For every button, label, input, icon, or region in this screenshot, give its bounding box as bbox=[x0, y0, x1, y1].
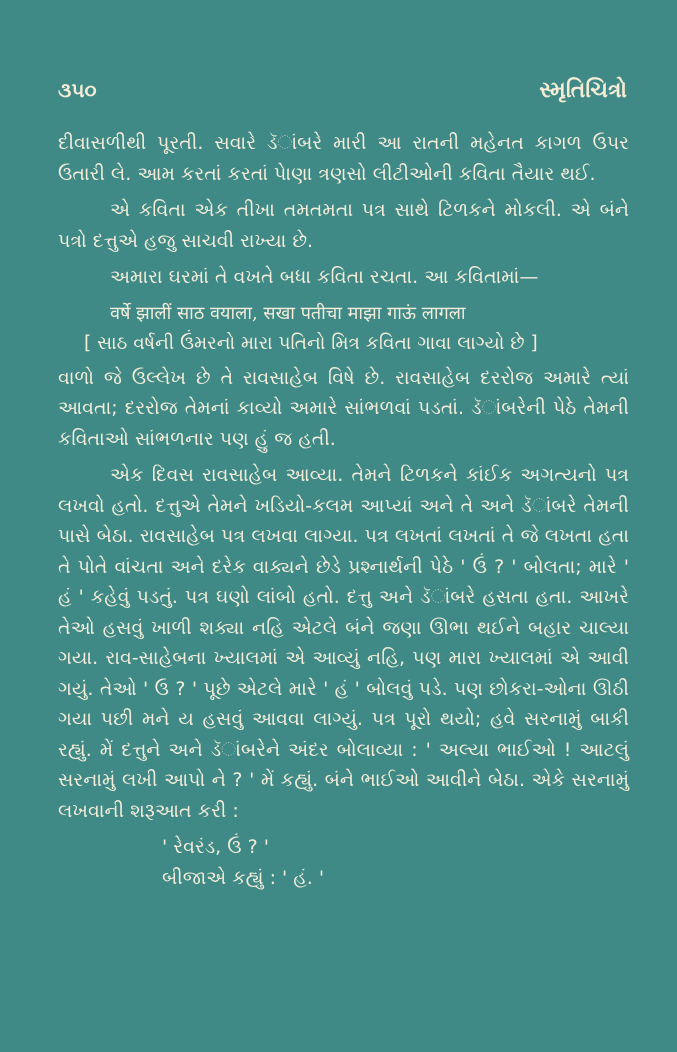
paragraph-letter-story: એક દિવસ રાવસાહેબ આવ્યા. તેમને ટિળકને કાંઈક અગત્યનો પત્ર લખવો હતો. દત્તુએ તેમને ખડિયો-કલમ આપ્યાં અને તે અને ડૅાંબરે તેમની પાસે બેઠા. રાવસાહેબ પત્ર લખવા લાગ્યા. પત્ર લખતાં લખતાં તે જે લખતા હતા તે પોતે વાંચતા અને દરેક વાક્યને છેડે પ્રશ્નાર્થની પેઠે ' ઉં ? ' બોલતા; મારે ' હં ' કહેવું પડતું. પત્ર ઘણો લાંબો હતો. દત્તુ અને ડૅાંબરે હસતા હતા. આખરે તેઓ હસવું ખાળી શક્યા નહિ એટલે બંને જણા ઊભા થઈને બહાર ચાલ્યા ગયા. રાવ-સાહેબના ખ્યાલમાં એ આવ્યું નહિ, પણ મારા ખ્યાલમાં એ આવી ગયું. તેઓ ' ઉ ? ' પૂછે એટલે મારે ' હં ' બોલવું પડે. પણ છોકરા-ઓના ઊઠી ગયા પછી મને ય હસવું આવવા લાગ્યું. પત્ર પૂરો થયો; હવે સરનામું બાકી રહ્યું. મેં દત્તુને અને ડૅાંબરેને અંદર બોલાવ્યા : ' અલ્યા ભાઈઓ ! આટલું સરનામું લખી આપો ને ? ' મેં કહ્યું. બંને ભાઈઓ આવીને બેઠા. એકે સરનામું લખવાની શરૂઆત કરી : bbox=[58, 464, 629, 822]
verse-translation: [ સાઠ વર્ષની ઉંમરનો મારા પતિનો મિત્ર કવિતા ગાવા લાગ્યો છે ] bbox=[84, 332, 538, 354]
page-header bbox=[58, 78, 627, 112]
dialogue-line-reply: બીજાએ કહ્યું : ' હં. ' bbox=[162, 866, 325, 889]
paragraph-continuation: દીવાસળીથી પૂરતી. સવારે ડૅાંબરે મારી આ રાતની મહેનત કાગળ ઉપર ઉતારી લે. આમ કરતાં કરતાં પાેણા ત્રણસો લીટીઓની કવિતા તૈયાર થઈ. bbox=[58, 132, 629, 185]
paragraph-poem-sent: એ કવિતા એક તીખા તમતમતા પત્ર સાથે ટિળકને મોકલી. એ બંને પત્રો દત્તુએ હજુ સાચવી રાખ્યા છે. bbox=[58, 199, 629, 252]
paragraph-household-poetry: અમારા ઘરમાં તે વખતે બધા કવિતા રચતા. આ કવિતામાં— bbox=[110, 266, 539, 288]
running-title: સ્મૃતિચિત્રો bbox=[539, 78, 627, 103]
dialogue-line-reverend: ' રેવરંડ, ઉં ? ' bbox=[162, 836, 270, 858]
page-number: ૩૫૦ bbox=[58, 78, 97, 102]
body-text bbox=[58, 128, 629, 893]
marathi-verse-line: वर्षे झालीं साठ वयाला, सखा पतीचा माझा गाऊं लागला bbox=[110, 302, 466, 324]
paragraph-raosaheb-reference: વાળો જે ઉલ્લેખ છે તે રાવસાહેબ વિષે છે. રાવસાહેબ દરરોજ અમારે ત્યાં આવતા; દરરોજ તેમનાં કાવ્યો અમારે સાંભળવાં પડતાં. ડૅાંબરેની પેઠે તેમની કવિતાઓ સાંભળનાર પણ હું જ હતી. bbox=[58, 366, 629, 450]
